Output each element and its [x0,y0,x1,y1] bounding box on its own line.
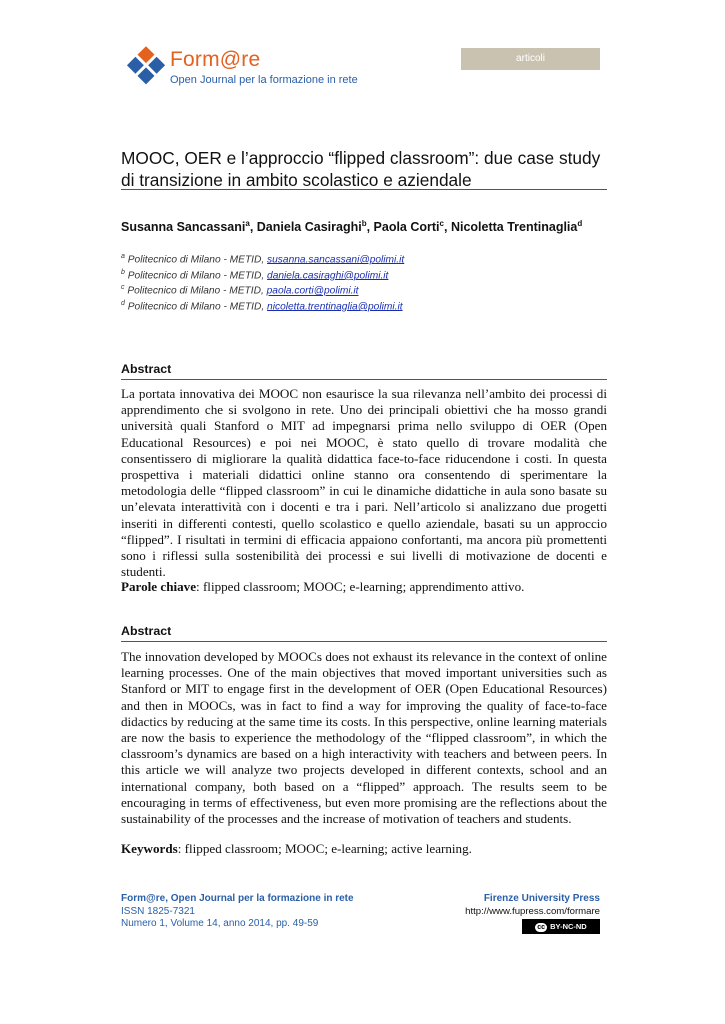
cc-license-icon[interactable] [522,919,600,934]
footer-journal-name: Form@re, Open Journal per la formazione in rete [121,893,354,904]
footer-issn: ISSN 1825-7321 [121,905,195,917]
abstract-it-heading: Abstract [121,362,172,376]
author-sup: b [361,219,367,228]
brand-subtitle: Open Journal per la formazione in rete [170,74,358,86]
author-separator: , [249,220,257,235]
author-separator: , [366,220,374,235]
author-name: Paola Corti [373,220,440,235]
affiliation-email-link[interactable]: susanna.sancassani@polimi.it [267,254,405,266]
affiliation-sup: a [121,253,125,260]
affiliation-institution: Politecnico di Milano - METID, [127,269,265,281]
affiliation-email-link[interactable]: daniela.casiraghi@polimi.it [267,269,389,281]
abstract-it-keywords [121,579,607,595]
author-name: Daniela Casiraghi [256,220,362,235]
affiliation-item [121,284,607,300]
affiliation-email-link[interactable]: nicoletta.trentinaglia@polimi.it [267,301,403,313]
abstract-en-divider [121,641,607,642]
affiliation-email-link[interactable]: paola.corti@polimi.it [266,285,359,297]
brand-name: Form@re [170,48,261,71]
abstract-en-heading: Abstract [121,624,172,638]
footer-publisher-info [395,893,600,934]
title-divider [121,189,607,190]
author-sup: c [439,219,444,228]
author-sup: d [577,219,583,228]
footer-journal-info [121,893,354,931]
author-list [121,215,607,236]
abstract-en-keywords [121,841,607,857]
affiliation-list [121,253,607,315]
license-text: BY-NC-ND [550,922,587,931]
affiliation-sup: b [121,268,125,276]
affiliation-sup: d [121,299,125,307]
cc-symbol: cc [537,924,546,931]
author-sup: a [245,219,250,228]
affiliation-sup: c [121,284,125,292]
abstract-en-body: The innovation developed by MOOCs does not exhaust its relevance in the context of online learning processes. One of the main objectives that moved important universities such as Stanford or MIT to engage first in the development of OER (Open Educational Resources) and then in MOOCs, was in fact to find a way for improving the quality of face-to-face didactics by reducing at the same time its costs. In this perspective, online learning materials are now the basis to experience the methodology of the “flipped classroom”, in which the classroom’s dynamics are based on a high interactivity with teachers and between peers. In this article we will analyze two projects developed in different contexts, school and an international company, both based on a “flipped” approach. The results seem to be encouraging in terms of effectiveness, but even more promising are the reflections about the sustainability of the processes and the increase of motivation of teachers and students. [121,649,607,827]
author-name: Nicoletta Trentinaglia [450,220,578,235]
footer-publisher: Firenze University Press [483,893,600,904]
abstract-it-divider [121,379,607,380]
paper-title: MOOC, OER e l’approccio “flipped classroom”: due case study di transizione in ambito scolastico e aziendale [121,148,601,190]
journal-logo [124,44,424,94]
affiliation-institution: Politecnico di Milano - METID, [127,301,265,313]
footer-issue: Numero 1, Volume 14, anno 2014, pp. 49-59 [121,918,319,929]
affiliation-item [121,253,607,269]
abstract-it-body: La portata innovativa dei MOOC non esaurisce la sua rilevanza nell’ambito dei processi di apprendimento che si svolgono in rete. Uno dei principali obiettivi che ha mosso grandi università quali Stanford o MIT ad impegnarsi prima nello sviluppo di OER (Open Educational Resources) e poi nei MOOC, è stato quello di trovare modalità che consentissero di migliorare la qualità didattica face-to-face riducendone i costi. In questa prospettiva i materiali didattici online stanno ora consentendo di sperimentare la metodologia delle “flipped classroom” in cui le dinamiche didattiche in aula sono basate su un’elevata interattività con i docenti e tra i pari. Nell’articolo si analizzano due progetti inseriti in differenti contesti, quello scolastico e quello aziendale, basati su un approccio “flipped”. I risultati in termini di efficacia appaiono confortanti, ma ancora più promettenti sono i riflessi sulla sostenibilità dei processi e sui livelli di motivazione de docenti e studenti. [121,386,607,580]
affiliation-item [121,300,607,316]
keywords-text: : flipped classroom; MOOC; e-learning; apprendimento attivo. [196,579,525,594]
footer-url-link[interactable]: http://www.fupress.com/formare [465,905,600,917]
affiliation-item [121,269,607,285]
affiliation-institution: Politecnico di Milano - METID, [127,254,265,266]
author-separator: , [443,220,451,235]
section-badge: articoli [461,48,600,70]
affiliation-institution: Politecnico di Milano - METID, [127,285,264,297]
keywords-text: : flipped classroom; MOOC; e-learning; active learning. [177,841,472,856]
author-name: Susanna Sancassani [121,220,246,235]
keywords-label: Keywords [121,841,178,856]
keywords-label: Parole chiave [121,579,197,594]
logo-diamond-icon [124,44,168,88]
